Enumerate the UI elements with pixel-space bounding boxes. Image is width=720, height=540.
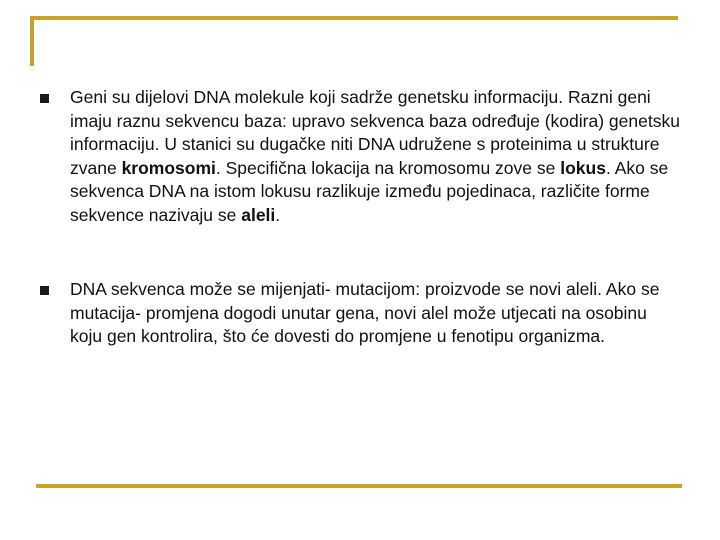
- text-segment: DNA sekvenca može se mijenjati- mutacijom: proizvode se novi aleli. Ako se mutacija- promjena dogodi unutar gena, novi alel može utjecati na osobinu koju gen kontrolira, što će dovesti do promjene u fenotipu organizma.: [70, 279, 660, 346]
- text-segment: Geni su dijelovi DNA molekule koji sadrže genetsku informaciju. Razni geni imaju raznu sekvencu baza: upravo sekvenca baza određuje (kodira) genetsku informaciju. U stanici su dugačke niti DNA udružene s proteinima u strukture zvane: [70, 87, 680, 178]
- text-segment: .: [275, 204, 281, 225]
- frame-bottom-line: [36, 484, 682, 488]
- bullet-text: [70, 87, 680, 225]
- text-segment: . Ako se sekvenca DNA na istom lokusu razlikuje između pojedinaca, različite forme sekvence nazivaju se: [70, 157, 669, 225]
- term-kromosomi: kromosomi: [121, 157, 216, 178]
- frame-top-line: [30, 16, 678, 20]
- bullet-list: [40, 86, 680, 349]
- frame-left-line: [30, 16, 34, 66]
- term-lokus: lokus: [560, 157, 606, 178]
- bullet-item-genes: [40, 86, 680, 227]
- square-bullet-icon: [40, 286, 49, 295]
- square-bullet-icon: [40, 94, 49, 103]
- text-segment: . Specifična lokacija na kromosomu zove se: [215, 157, 561, 178]
- bullet-text: [70, 279, 659, 346]
- bullet-item-mutation: [40, 278, 680, 349]
- term-aleli: aleli: [241, 204, 276, 225]
